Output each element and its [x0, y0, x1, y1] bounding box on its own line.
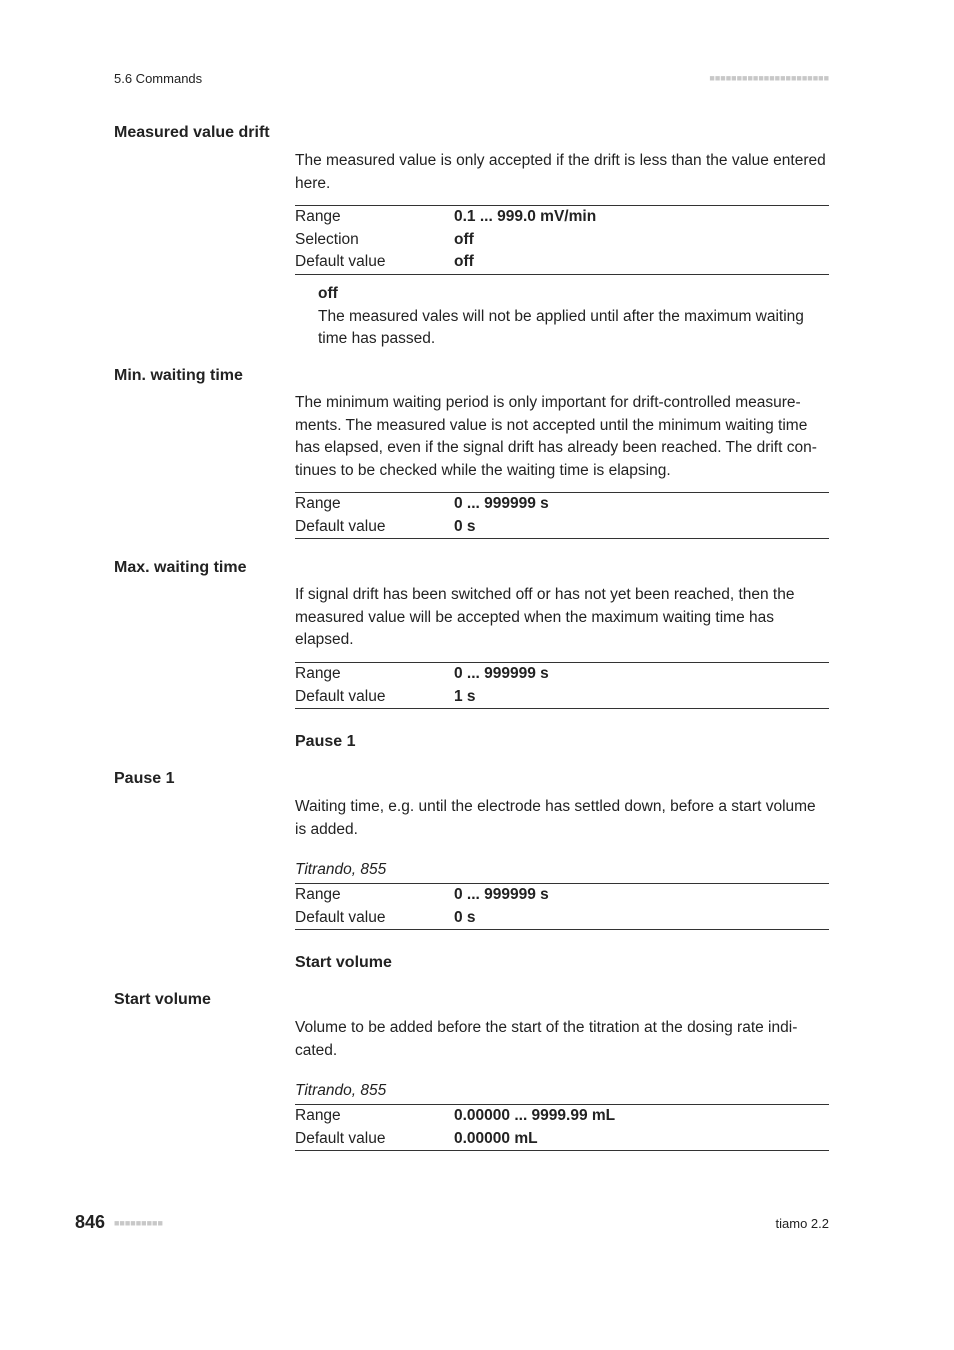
param-key: Range	[295, 665, 341, 682]
param-key: Default value	[295, 687, 386, 705]
param-value: 0.00000 mL	[454, 1129, 538, 1147]
param-value: 0 s	[454, 517, 476, 535]
table-row	[295, 907, 829, 930]
param-value: 0 ... 999999 s	[454, 886, 549, 903]
section-title-pause: Pause 1	[114, 770, 175, 787]
footer-product: tiamo 2.2	[775, 1216, 829, 1231]
param-value: off	[454, 253, 474, 270]
param-key: Default value	[295, 517, 386, 535]
min-wait-param-table	[295, 492, 829, 539]
group-title-pause: Pause 1	[295, 733, 356, 750]
header-marker: ■■■■■■■■■■■■■■■■■■■■■■	[709, 73, 829, 83]
param-value: 0.00000 ... 9999.99 mL	[454, 1107, 616, 1124]
drift-param-table	[295, 205, 829, 275]
section-title-min-wait: Min. waiting time	[114, 367, 243, 384]
pause-description: Waiting time, e.g. until the electrode has settled down, before a start volume is added.	[295, 798, 816, 838]
param-value: 0 s	[454, 908, 476, 926]
table-row	[295, 686, 829, 709]
table-row	[295, 206, 829, 229]
param-value: 0 ... 999999 s	[454, 665, 549, 682]
param-key: Range	[295, 886, 341, 903]
param-value: 0 ... 999999 s	[454, 495, 549, 512]
param-value: 1 s	[454, 687, 476, 705]
min-wait-description: The minimum waiting period is only important for drift-controlled measure-ments. The measured value is not accepted until the minimum waiting time has elapsed, even if the signal drift has already been reached. The drift con-tinues to be checked while the waiting time is elapsing.	[295, 394, 817, 479]
param-key: Range	[295, 208, 341, 225]
group-title-start-volume: Start volume	[295, 954, 392, 971]
start-volume-description: Volume to be added before the start of the titration at the dosing rate indi-cated.	[295, 1019, 798, 1059]
max-wait-param-table	[295, 662, 829, 709]
section-title-max-wait: Max. waiting time	[114, 559, 247, 576]
note-title: off	[318, 285, 338, 302]
param-key: Range	[295, 495, 341, 512]
footer-marker: ■■■■■■■■■	[114, 1218, 163, 1228]
section-title-drift: Measured value drift	[114, 124, 270, 141]
param-key: Default value	[295, 253, 386, 270]
section-title-start-volume: Start volume	[114, 991, 211, 1008]
param-key: Selection	[295, 230, 359, 248]
start-volume-device-caption: Titrando, 855	[295, 1082, 387, 1099]
drift-description: The measured value is only accepted if the drift is less than the value entered here.	[295, 152, 826, 192]
max-wait-description: If signal drift has been switched off or has not yet been reached, then the measured value will be accepted when the maximum waiting time has elapsed.	[295, 586, 795, 648]
param-key: Default value	[295, 1129, 386, 1147]
running-header-section: 5.6 Commands	[114, 71, 203, 86]
pause-param-table	[295, 883, 829, 930]
table-row	[295, 884, 829, 907]
page-number: 846	[75, 1212, 106, 1232]
table-row	[295, 1128, 829, 1151]
table-row	[295, 493, 829, 516]
param-value: off	[454, 230, 474, 248]
table-row	[295, 663, 829, 686]
table-row	[295, 251, 829, 274]
table-row	[295, 229, 829, 252]
table-row	[295, 516, 829, 539]
pause-device-caption: Titrando, 855	[295, 861, 387, 878]
drift-off-note	[318, 283, 829, 351]
table-row	[295, 1105, 829, 1128]
param-key: Range	[295, 1107, 341, 1124]
param-key: Default value	[295, 908, 386, 926]
param-value: 0.1 ... 999.0 mV/min	[454, 208, 597, 225]
note-text: The measured vales will not be applied until after the maximum waiting time has passed.	[318, 307, 804, 347]
start-volume-param-table	[295, 1104, 829, 1151]
